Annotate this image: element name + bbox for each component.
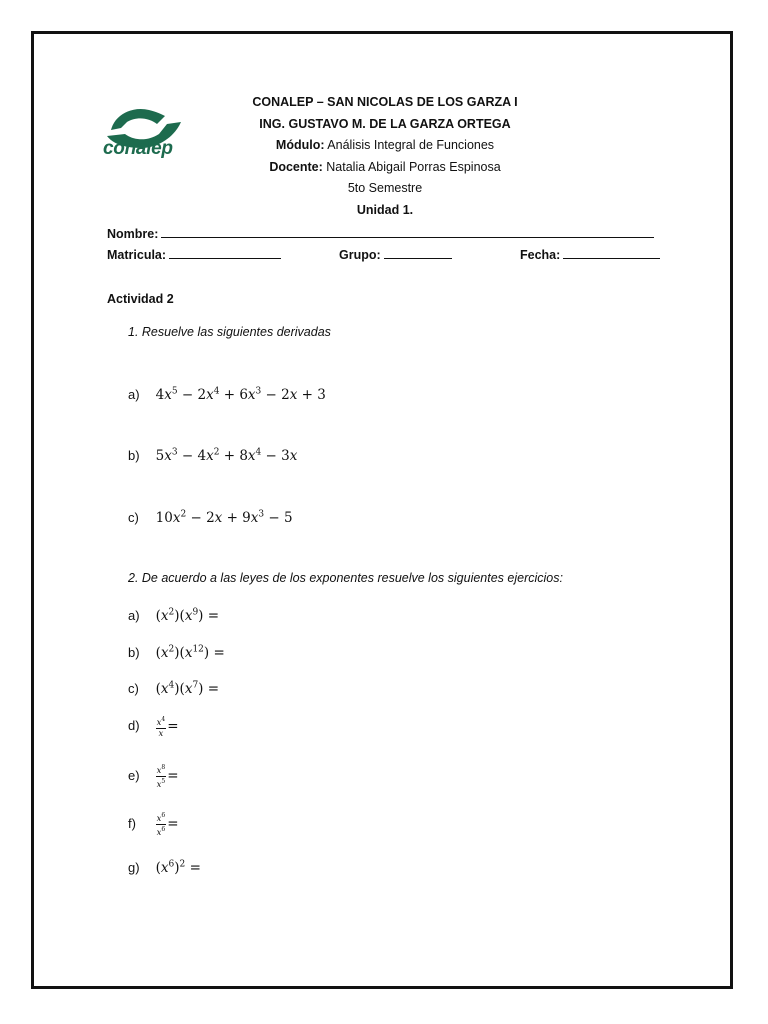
question-1: 1. Resuelve las siguientes derivadas	[128, 325, 331, 339]
exponent-f	[128, 811, 179, 838]
item-label: c)	[128, 680, 139, 696]
exponent-g	[128, 859, 201, 876]
logo-top-swoosh	[111, 109, 165, 130]
item-label: d)	[128, 718, 140, 734]
equals-sign: =	[167, 718, 179, 735]
expression: $(x^2)(x^{12})$ =	[155, 644, 225, 661]
grupo-row	[339, 246, 452, 262]
matricula-label: Matricula:	[107, 248, 167, 262]
item-label: g)	[128, 859, 140, 875]
docente-label: Docente:	[269, 159, 323, 174]
grupo-field[interactable]	[384, 246, 452, 259]
expression: $10x^2 - 2x + 9x^3 - 5$	[155, 509, 293, 526]
nombre-row	[107, 225, 654, 241]
expression: $5x^3 - 4x^2 + 8x^4 - 3x$	[155, 447, 298, 464]
fecha-row	[520, 246, 660, 262]
document-header	[200, 92, 570, 221]
item-label: a)	[128, 607, 140, 623]
question-2: 2. De acuerdo a las leyes de los exponentes resuelve los siguientes ejercicios:	[128, 571, 563, 585]
docente-line	[200, 157, 570, 179]
item-label: b)	[128, 644, 140, 660]
exponent-e	[128, 763, 179, 790]
nombre-field[interactable]	[161, 225, 654, 238]
expression: $(x^2)(x^9)$ =	[155, 607, 220, 624]
nombre-label: Nombre:	[107, 227, 159, 241]
docente-value: Natalia Abigail Porras Espinosa	[322, 159, 501, 174]
matricula-field[interactable]	[169, 246, 281, 259]
grupo-label: Grupo:	[339, 248, 381, 262]
fraction: $\frac{x^6}{x^6}$	[156, 812, 166, 838]
expression: $(x^6)^2$ =	[155, 859, 201, 876]
exponent-c	[128, 680, 219, 697]
fraction: $\frac{x^8}{x^5}$	[156, 764, 166, 790]
logo-wordmark: conalep	[103, 138, 173, 159]
fecha-label: Fecha:	[520, 248, 561, 262]
equals-sign: =	[167, 767, 179, 784]
derivative-b	[128, 447, 297, 464]
derivative-a	[128, 386, 326, 403]
matricula-row	[107, 246, 281, 262]
item-label: b)	[128, 447, 140, 463]
item-label: c)	[128, 509, 139, 525]
item-label: e)	[128, 767, 140, 783]
item-label: a)	[128, 386, 140, 402]
modulo-label: Módulo:	[275, 138, 325, 152]
school-subtitle: ING. GUSTAVO M. DE LA GARZA ORTEGA	[259, 116, 511, 131]
activity-title: Actividad 2	[107, 292, 174, 306]
item-label: f)	[128, 815, 136, 831]
derivative-c	[128, 509, 293, 526]
fecha-field[interactable]	[563, 246, 660, 259]
expression: $4x^5 - 2x^4 + 6x^3 - 2x + 3$	[155, 386, 326, 403]
exponent-b	[128, 644, 225, 661]
exponent-a	[128, 607, 219, 624]
equals-sign: =	[167, 815, 179, 832]
school-name: CONALEP – SAN NICOLAS DE LOS GARZA I	[252, 95, 518, 109]
fraction: $\frac{x^4}{x}$	[156, 716, 166, 739]
expression: $(x^4)(x^7)$ =	[155, 680, 220, 697]
exponent-d	[128, 715, 179, 739]
unidad: Unidad 1.	[356, 202, 414, 217]
semestre: 5to Semestre	[347, 181, 423, 195]
modulo-value: Análisis Integral de Funciones	[324, 138, 495, 152]
modulo-line	[200, 135, 570, 157]
